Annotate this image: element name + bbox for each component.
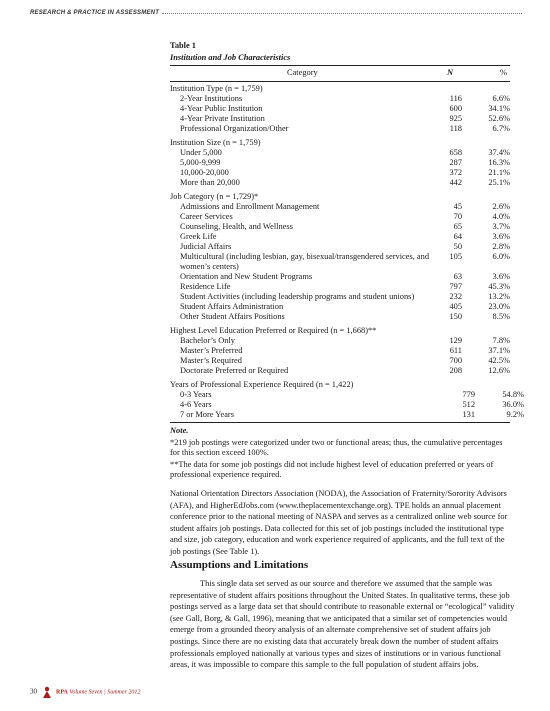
table-row: More than 20,000 442 25.1%	[180, 178, 510, 187]
table-top-rule	[170, 65, 510, 66]
volume-info: Volume Seven | Summer 2012	[69, 689, 141, 696]
table-label: Table 1	[170, 41, 196, 50]
table-row: Student Activities (including leadership programs and student unions) 232 13.2%	[180, 292, 510, 301]
table-row: Admissions and Enrollment Management 45 2.6%	[180, 202, 510, 211]
section-title: Job Category (n = 1,729)*	[170, 192, 259, 201]
table-row: Master’s Required 700 42.5%	[180, 356, 510, 365]
table-title: Institution and Job Characteristics	[170, 53, 291, 62]
running-head-rule	[162, 10, 522, 14]
table-row: Student Affairs Administration 405 23.0%	[180, 302, 510, 311]
table-row: Under 5,000 658 37.4%	[180, 148, 510, 157]
page-footer	[30, 686, 140, 698]
table-row: Career Services 70 4.0%	[180, 212, 510, 221]
header-category: Category	[287, 68, 318, 77]
running-head-text: RESEARCH & PRACTICE IN ASSESSMENT	[30, 10, 160, 16]
table-row: Counseling, Health, and Wellness 65 3.7%	[180, 222, 510, 231]
section-heading: Assumptions and Limitations	[170, 559, 309, 571]
table-row: Orientation and New Student Programs 63 3.6%	[180, 272, 510, 281]
header-n: N	[446, 68, 453, 77]
section-title: Institution Type (n = 1,759)	[170, 84, 263, 93]
table-row: 4-6 Years 512 36.0%	[180, 400, 524, 409]
table-row: Residence Life 797 45.3%	[180, 282, 510, 291]
section-title: Highest Level Education Preferred or Required (n = 1,668)**	[170, 326, 377, 335]
table-1	[170, 41, 524, 480]
body-paragraph: National Orientation Directors Association (NODA), the Association of Fraternity/Sorority Advisors (AFA), and HigherEdJobs.com (www.theplacementexchange.org). TPE holds an annual placement conference prior to the national meeting of NASPA and serves as a centralized online web source for student affairs job postings. Data collected for this set of job postings included the institutional type and size, job category, education and work experience required of applicants, and the full text of the job postings (See Table 1).	[170, 489, 508, 556]
table-header	[170, 68, 510, 79]
table-row: 4-Year Public Institution 600 34.1%	[180, 104, 510, 113]
table-note: **The data for some job postings did not include highest level of education preferred or years of professional experience required.	[170, 460, 494, 479]
table-row: Judicial Affairs 50 2.8%	[180, 242, 510, 251]
page-number: 30	[30, 687, 37, 696]
table-note: *219 job postings were categorized under two or functional areas; thus, the cumulative percentages for this section exceed 100%.	[170, 438, 503, 457]
journal-logo-text: RPA	[56, 689, 68, 696]
table-row: 10,000-20,000 372 21.1%	[180, 168, 510, 177]
table-bottom-rule	[170, 422, 510, 423]
table-row: Professional Organization/Other 118 6.7%	[180, 124, 510, 133]
table-row: Other Student Affairs Positions 150 8.5%	[180, 312, 510, 321]
table-header-rule	[170, 81, 510, 82]
section-title: Years of Professional Experience Required (n = 1,422)	[170, 380, 354, 389]
body-paragraph: This single data set served as our source and therefore we assumed that the sample was representative of student affairs positions throughout the United States. In qualitative terms, these job postings served as a large data set that should contribute to reasonable external or “ecological” validity (see Gall, Borg, & Gall, 1996), meaning that we anticipated that a similar set of competencies would emerge from a grounded theory analysis of an alternate comprehensive set of student affairs job postings. Since there are no existing data that accurately break down the number of student affairs professionals employed nationally at various types and sizes of institutions or in various functional areas, it was impossible to compare this sample to the full population of student affairs jobs.	[170, 579, 515, 670]
table-row: Master’s Preferred 611 37.1%	[180, 346, 510, 355]
table-row: 7 or More Years 131 9.2%	[180, 410, 524, 419]
rpa-logo-icon	[42, 686, 52, 698]
table-row: 4-Year Private Institution 925 52.6%	[180, 114, 510, 123]
table-row: Bachelor’s Only 129 7.8%	[180, 336, 510, 345]
table-row: Greek Life 64 3.6%	[180, 232, 510, 241]
table-row: Doctorate Preferred or Required 208 12.6%	[180, 366, 510, 375]
header-pct: %	[500, 68, 507, 77]
table-row: 2-Year Institutions 116 6.6%	[180, 94, 510, 103]
running-head	[30, 10, 522, 16]
section-title: Institution Size (n = 1,759)	[170, 138, 261, 147]
table-row: 0-3 Years 779 54.8%	[180, 390, 524, 399]
table-note-heading: Note.	[170, 426, 189, 435]
table-row: Multicultural (including lesbian, gay, bisexual/transgendered services, and women’s centers) 105 6.0%	[180, 252, 510, 271]
table-row: 5,000-9,999 287 16.3%	[180, 158, 510, 167]
